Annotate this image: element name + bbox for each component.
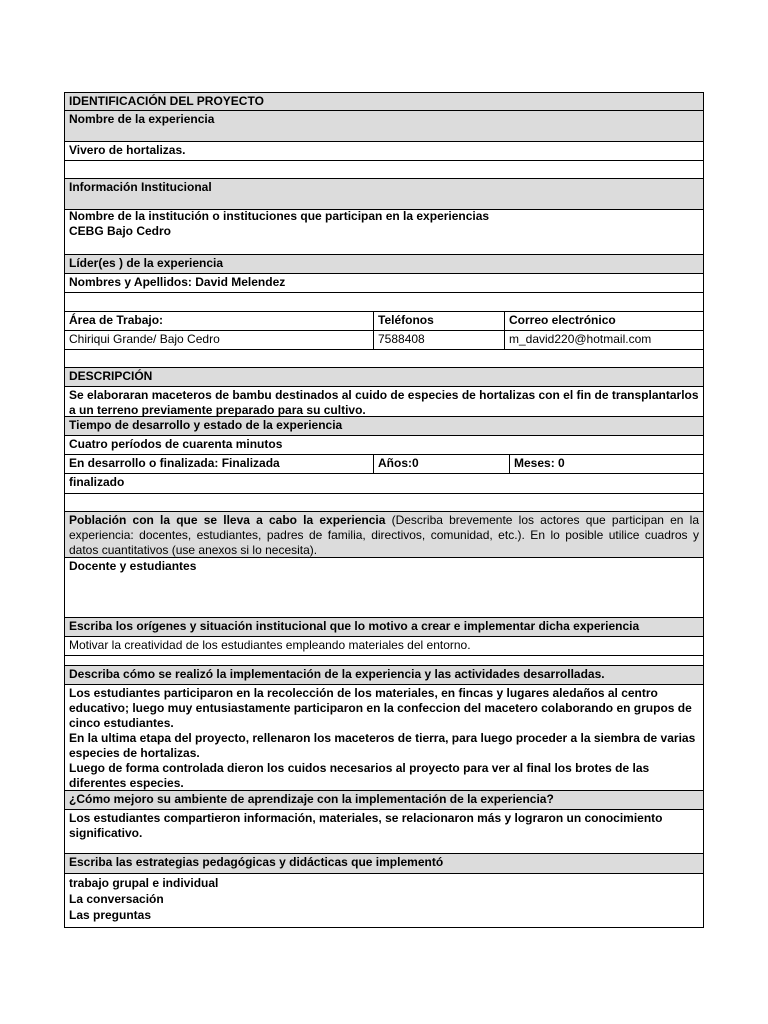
section-header-identificacion: IDENTIFICACIÓN DEL PROYECTO [64,92,704,111]
field-value-origenes: Motivar la creatividad de los estudiantes empleando materiales del entorno. [64,637,704,656]
spacer-row [64,293,704,312]
estado-row [64,455,704,474]
col-header-area: Área de Trabajo: [65,312,374,330]
estrategia-item: trabajo grupal e individual [69,876,219,890]
correo-value: m_david220@hotmail.com [509,332,652,346]
section-header-implementacion: Describa cómo se realizó la implementación de la experiencia y las actividades desarrolladas. [64,666,704,685]
section-header-poblacion [64,512,704,558]
col-header-telefonos: Teléfonos [374,312,505,330]
poblacion-label: Población con la que se lleva a cabo la experiencia [69,513,386,527]
area-value: Chiriqui Grande/ Bajo Cedro [65,331,374,349]
field-value-descripcion: Se elaboraran maceteros de bambu destinados al cuido de especies de hortalizas con el fin de transplantarlos a un terreno previamente preparado para su cultivo. [64,387,704,417]
estrategia-item: Las preguntas [69,908,152,922]
section-header-descripcion: DESCRIPCIÓN [64,368,704,387]
spacer-row [64,494,704,512]
field-label-lideres: Líder(es ) de la experiencia [64,255,704,274]
field-value-finalizado: finalizado [64,474,704,494]
field-label-instituciones: Nombre de la institución o instituciones que participan en la experiencias [69,209,490,223]
spacer-row [64,350,704,368]
field-value-estrategias [64,874,704,928]
section-header-ambiente: ¿Cómo mejoro su ambiente de aprendizaje con la implementación de la experiencia? [64,791,704,810]
field-value-implementacion [64,685,704,791]
contact-value-row [64,331,704,350]
section-header-info-institucional: Información Institucional [64,179,704,210]
meses-value: Meses: 0 [514,456,565,470]
field-value-nombre-experiencia: Vivero de hortalizas. [64,142,704,161]
field-nombres-apellidos: Nombres y Apellidos: David Melendez [64,274,704,293]
field-value-ambiente: Los estudiantes compartieron información, materiales, se relacionaron más y lograron un conocimiento significativo. [64,810,704,854]
field-value-poblacion: Docente y estudiantes [64,558,704,618]
field-value-tiempo: Cuatro períodos de cuarenta minutos [64,436,704,455]
section-header-estrategias: Escriba las estrategias pedagógicas y didácticas que implementó [64,854,704,874]
anios-value: Años:0 [374,455,510,473]
telefono-value: 7588408 [374,331,505,349]
field-instituciones [64,210,704,255]
implementacion-paragraph: En la ultima etapa del proyecto, rellenaron los maceteros de tierra, para luego proceder a la siembra de varias especies de hortalizas. [69,731,696,760]
field-label-tiempo: Tiempo de desarrollo y estado de la experiencia [64,417,704,436]
contact-header-row [64,312,704,331]
field-label-nombre-experiencia: Nombre de la experiencia [64,111,704,142]
implementacion-paragraph: Luego de forma controlada dieron los cuidos necesarios al proyecto para ver al final los brotes de las diferentes especies. [69,761,650,790]
implementacion-paragraph: Los estudiantes participaron en la recolección de los materiales, en fincas y lugares aledaños al centro educativo; luego muy entusiastamente participaron en la confeccion del macetero colaborando en grupos de cinco estudiantes. [69,686,692,730]
estrategia-item: La conversación [69,892,164,906]
poblacion-instructions: (Describa brevemente los actores que participan en la experiencia: docentes, estudiantes, padres de familia, directivos, comunidad, etc.). En lo posible utilice cuadros y datos cuantitativos (use anexos si lo necesita). [69,513,699,557]
spacer-row [64,656,704,666]
field-value-instituciones: CEBG Bajo Cedro [69,224,172,238]
col-header-correo: Correo electrónico [509,313,616,327]
section-header-origenes: Escriba los orígenes y situación institucional que lo motivo a crear e implementar dicha experiencia [64,618,704,637]
estado-value: En desarrollo o finalizada: Finalizada [65,455,374,473]
spacer-row [64,161,704,179]
